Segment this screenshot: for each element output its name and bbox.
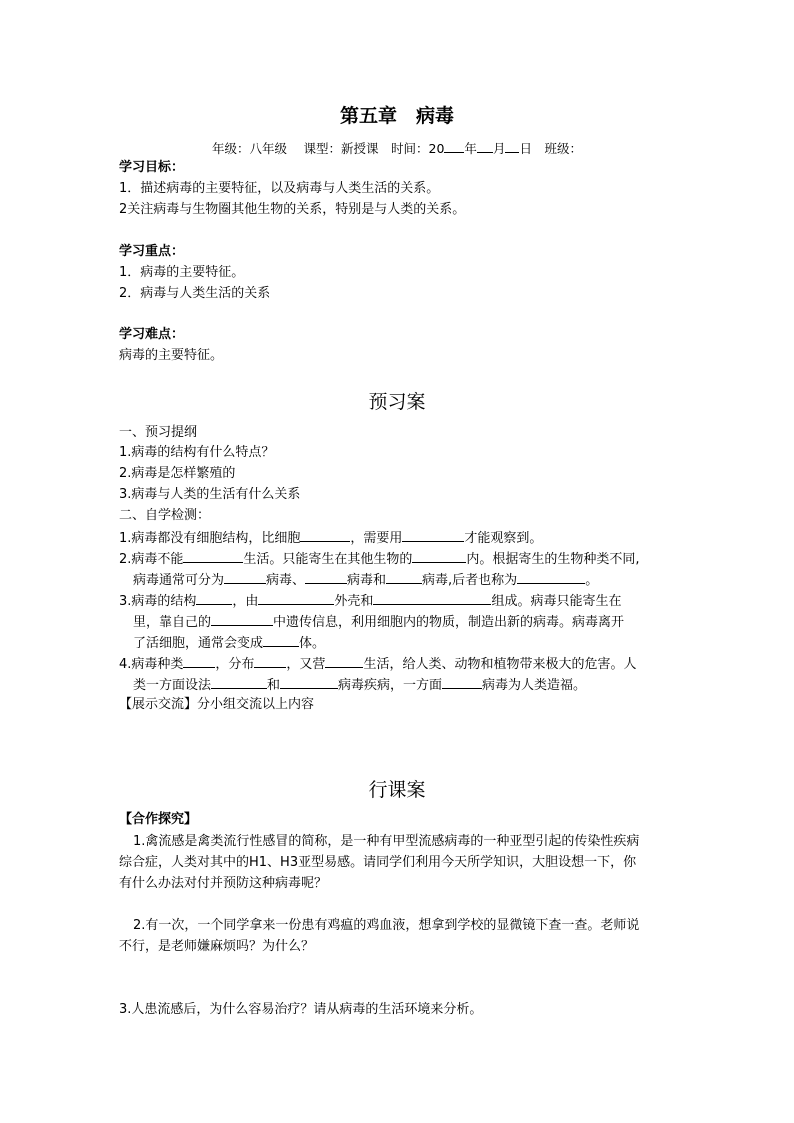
fill-blank [402, 527, 464, 542]
fill-blank [412, 548, 466, 563]
fill-blank [258, 590, 334, 605]
q2-text: 病毒通常可分为 [133, 573, 225, 588]
fill-blank [224, 569, 266, 584]
check-heading: 二、自学检测： [119, 508, 211, 523]
fill-blank [325, 653, 363, 668]
fill-blank [386, 569, 422, 584]
meta-month: 月 [492, 141, 506, 156]
q4-text: 病毒疾病，一方面 [338, 678, 443, 693]
goal-item: 1．描述病毒的主要特征，以及病毒与人类生活的关系。 [119, 181, 440, 196]
q3-text: 体。 [299, 636, 326, 651]
fill-blank [183, 653, 215, 668]
q4-text: 和 [267, 678, 281, 693]
fill-blank [373, 590, 491, 605]
explore-question-3: 3.人患流感后，为什么容易治疗？请从病毒的生活环境来分析。 [119, 1002, 483, 1017]
goal-item: 2关注病毒与生物圈其他生物的关系，特别是与人类的关系。 [119, 202, 466, 217]
question-3-line-2 [133, 611, 624, 633]
explore-question-1: 综合症，人类对其中的H1、H3亚型易感。请同学们利用今天所学知识，大胆设想一下，你 [119, 855, 637, 870]
q4-text: ，分布 [215, 657, 255, 672]
fill-blank [280, 674, 338, 689]
q4-text: 病毒为人类造福。 [482, 678, 587, 693]
q3-text: 了活细胞，通常会变成 [133, 636, 264, 651]
fill-blank [254, 653, 286, 668]
q2-text: 2.病毒不能 [119, 552, 184, 567]
year-blank [444, 138, 464, 153]
fill-blank [305, 569, 347, 584]
q2-text: 内。根据寄生的生物种类不同, [466, 552, 640, 567]
q2-text: 。 [585, 573, 599, 588]
question-3-line-1 [119, 590, 621, 612]
question-2-line-2 [133, 569, 598, 591]
difficulty-item: 病毒的主要特征。 [119, 348, 224, 363]
q2-text: 生活。只能寄生在其他生物的 [243, 552, 413, 567]
exchange-text: 分小组交流以上内容 [197, 697, 315, 712]
difficulties-heading: 学习难点： [119, 327, 185, 342]
outline-item: 1.病毒的结构有什么特点？ [119, 445, 275, 460]
fill-blank [211, 611, 273, 626]
q2-text: 病毒,后者也称为 [422, 573, 518, 588]
key-point-item: 1．病毒的主要特征。 [119, 265, 245, 280]
fill-blank [300, 527, 350, 542]
q2-text: 病毒、 [266, 573, 306, 588]
question-3-line-3 [133, 632, 325, 654]
fill-blank [442, 674, 482, 689]
question-1 [119, 527, 542, 549]
fill-blank [517, 569, 585, 584]
q3-text: ，由 [232, 594, 259, 609]
key-points-heading: 学习重点： [119, 244, 185, 259]
q2-text: 病毒和 [347, 573, 387, 588]
explore-question-1: 1.禽流感是禽类流行性感冒的简称，是一种有甲型流感病毒的一种亚型引起的传染性疾病 [133, 834, 640, 849]
explore-question-2: 不行，是老师嫌麻烦吗？为什么？ [119, 939, 315, 954]
q3-text: 组成。病毒只能寄生在 [491, 594, 622, 609]
question-4-line-2 [133, 674, 586, 696]
explore-question-2: 2.有一次，一个同学拿来一份患有鸡瘟的鸡血液，想拿到学校的显微镜下查一查。老师说 [133, 918, 640, 933]
q1-text: 才能观察到。 [464, 531, 543, 546]
question-2-line-1 [119, 548, 640, 570]
q3-text: 中遗传信息，利用细胞内的物质，制造出新的病毒。病毒离开 [273, 615, 625, 630]
q4-text: 生活，给人类、动物和植物带来极大的危害。人 [363, 657, 637, 672]
key-point-item: 2．病毒与人类生活的关系 [119, 286, 271, 301]
q4-text: 类一方面设法 [133, 678, 212, 693]
explore-label: 【合作探究】 [119, 812, 198, 827]
meta-grade-type-time: 年级：八年级 课型：新授课 时间：20 [212, 141, 445, 156]
month-blank [477, 138, 493, 153]
preview-heading: 预习案 [368, 391, 426, 413]
fill-blank [196, 590, 232, 605]
outline-heading: 一、预习提纲 [119, 425, 198, 440]
fill-blank [211, 674, 267, 689]
question-4-line-1 [119, 653, 636, 675]
outline-item: 3.病毒与人类的生活有什么关系 [119, 487, 301, 502]
chapter-title: 第五章 病毒 [339, 105, 454, 127]
q4-text: ，又营 [286, 657, 326, 672]
q3-text: 外壳和 [334, 594, 374, 609]
meta-day-class: 日 班级： [519, 141, 582, 156]
goals-heading: 学习目标： [119, 160, 185, 175]
exchange-label: 【展示交流】 [119, 697, 198, 712]
lesson-meta [0, 138, 794, 159]
fill-blank [263, 632, 299, 647]
q1-text: 1.病毒都没有细胞结构，比细胞 [119, 531, 301, 546]
fill-blank [183, 548, 243, 563]
q3-text: 3.病毒的结构 [119, 594, 197, 609]
outline-item: 2.病毒是怎样繁殖的 [119, 466, 236, 481]
day-blank [505, 138, 519, 153]
q4-text: 4.病毒种类 [119, 657, 184, 672]
lesson-heading: 行课案 [368, 779, 426, 801]
exchange-line [119, 695, 314, 715]
explore-question-1: 有什么办法对付并预防这种病毒呢？ [119, 876, 328, 891]
q1-text: ，需要用 [350, 531, 403, 546]
meta-year: 年 [464, 141, 477, 156]
q3-text: 里，靠自己的 [133, 615, 212, 630]
